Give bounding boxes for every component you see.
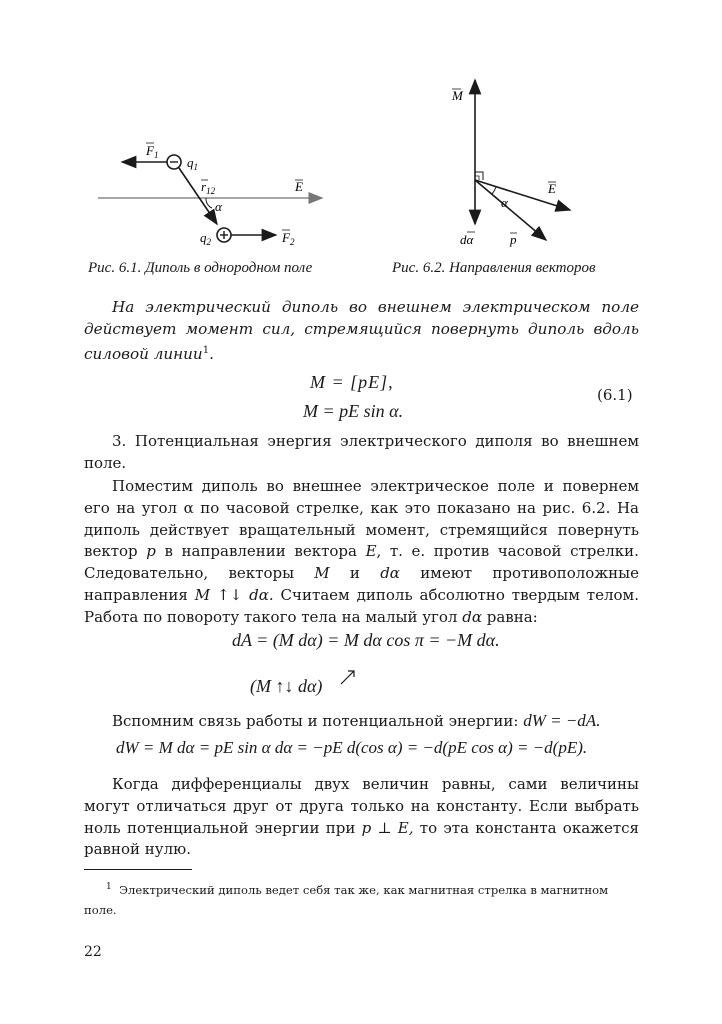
intro-paragraph: На электрический диполь во внешнем электрическом поле действует момент сил, стремящийся повернуть диполь вдоль силовой линии$^1$. xyxy=(84,298,639,364)
label-alpha: α xyxy=(501,195,508,210)
dalpha-inline: dα xyxy=(380,564,400,583)
label-alpha: α xyxy=(215,199,222,214)
dipole-axis-r12 xyxy=(179,168,217,224)
footnote-text: Электрический диполь ведет себя так же, как магнитная стрелка в магнитном поле. xyxy=(84,882,609,917)
figure-6-2-caption: Рис. 6.2. Направления векторов xyxy=(392,260,596,276)
relation-antiparallel: M ↑↓ dα. xyxy=(194,585,274,604)
intro-text: На электрический диполь во внешнем электрическом поле действует момент сил, стремящийся повернуть диполь вдоль силовой линии xyxy=(84,298,639,364)
vector-p xyxy=(475,180,546,240)
angle-arc xyxy=(492,187,496,194)
section-3-paragraph-1: Поместим диполь во внешнее электрическое поле и повернем его на угол α по часовой стрелке, как это показано на рис. 6.2. На диполь действует вращательный момент, стремящийся повернуть вектор p в направлении вектора E, т. е. против часовой стрелки. Следовательно, векторы M и dα имеют противоположные направления M ↑↓ dα. Считаем диполь абсолютно твердым телом. Работа по повороту такого тела на малый угол dα равна: xyxy=(84,477,639,626)
vector-e-inline: E xyxy=(365,542,377,561)
label-q1: $q_1$ xyxy=(187,155,198,172)
eq-dw: dW = M dα = pE sin α dα = −pE d(cos α) = −d(pE cos α) = −d(pE). xyxy=(116,738,588,757)
eq-dw-da: dW = −dA. xyxy=(523,711,601,730)
eq-6-1-line2: M = pE sin α. xyxy=(303,401,404,421)
page-number: 22 xyxy=(84,944,102,960)
label-dalpha: dα xyxy=(460,232,474,247)
eq-6-1-line1: M = [pE], xyxy=(310,372,394,392)
eq-work: dA = (M dα) = M dα cos π = −M dα. xyxy=(232,630,500,650)
figure-6-2 xyxy=(440,72,590,252)
figure-6-1 xyxy=(90,130,340,255)
label-q2: $q_2$ xyxy=(200,230,211,247)
label-f1: $F_1$ xyxy=(146,143,159,160)
label-p: p xyxy=(510,232,517,247)
label-r12: $r_{12}$ xyxy=(201,179,216,196)
figure-6-1-caption: Рис. 6.1. Диполь в однородном поле xyxy=(88,260,313,276)
vector-p-inline: p xyxy=(146,542,156,561)
footnote xyxy=(84,877,639,920)
vector-m-inline: M xyxy=(314,564,330,583)
footnote-ref: 1 xyxy=(202,345,210,356)
eq-6-1-number: (6.1) xyxy=(597,386,633,404)
footnote-separator xyxy=(84,869,192,870)
arrow-ne-icon xyxy=(339,668,357,686)
section-3-paragraph-2: Вспомним связь работы и потенциальной энергии: dW = −dA. xyxy=(112,711,601,730)
label-f2: $F_2$ xyxy=(282,230,295,247)
dalpha-inline-2: dα xyxy=(462,607,482,626)
section-3-paragraph-3: Когда дифференциалы двух величин равны, сами величины могут отличаться друг от друга только на константу. Если выбрать ноль потенциальной энергии при p ⊥ E, то эта константа окажется равной нулю. xyxy=(84,775,639,859)
label-e: E xyxy=(295,179,303,194)
footnote-mark: 1 xyxy=(106,882,112,892)
angle-arc xyxy=(206,198,212,208)
label-m: M xyxy=(452,88,463,103)
section-3-heading: 3. Потенциальная энергия электрического диполя во внешнем поле. xyxy=(84,432,639,472)
eq-note: (M ↑↓ dα) xyxy=(250,676,323,696)
relation-perpendicular: p ⊥ E, xyxy=(361,818,414,837)
label-e: E xyxy=(548,181,556,196)
